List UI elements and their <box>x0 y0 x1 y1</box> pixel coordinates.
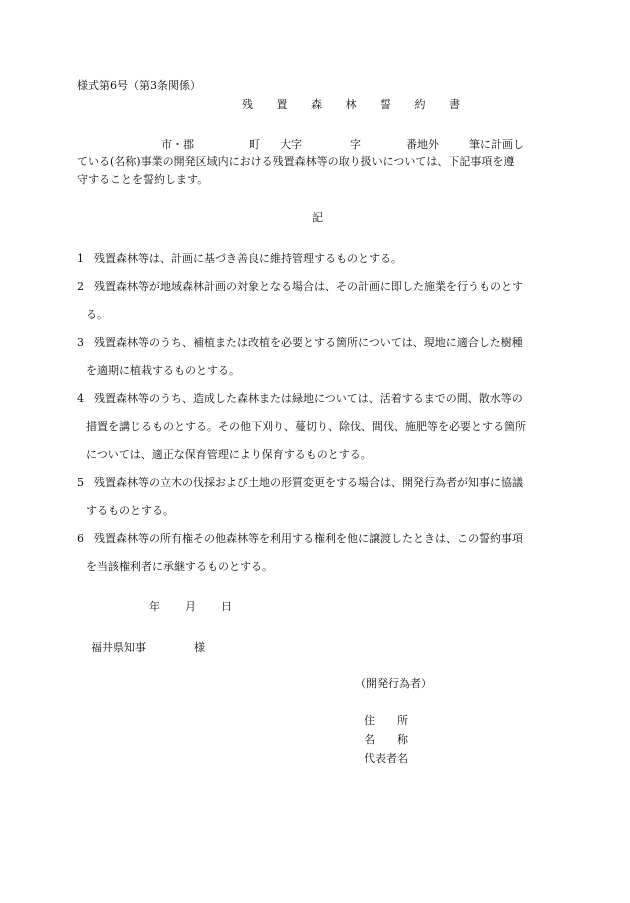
month-label: 月 <box>185 600 196 613</box>
intro-line-1-rest: 筆に計画し <box>469 138 524 151</box>
item-text: 残置森林等の所有権その他森林等を利用する権利を他に譲渡したときは、この誓約事項 <box>94 532 523 545</box>
city-label: 市・郡 <box>161 138 194 151</box>
item-number: 5 <box>77 476 84 489</box>
intro-line-3: 守することを誓約します。 <box>77 173 209 186</box>
item-number: 4 <box>77 392 84 405</box>
page-title: 残 置 森 林 誓 約 書 <box>242 98 470 111</box>
item-number: 3 <box>77 336 84 349</box>
signature-address-label: 住 所 <box>364 714 408 727</box>
addressee-honorific: 様 <box>194 641 205 654</box>
banchi-label: 番地外 <box>406 138 439 151</box>
item-text-continued: 措置を講じるものとする。その他下刈り、蔓切り、除伐、間伐、施肥等を必要とする箇所 <box>86 420 526 433</box>
item-text: 残置森林等が地域森林計画の対象となる場合は、その計画に即した施業を行うものとす <box>94 280 523 293</box>
year-label: 年 <box>149 600 160 613</box>
addressee <box>91 642 205 653</box>
item-text-continued: するものとする。 <box>86 504 174 517</box>
signature-name-label: 名 称 <box>364 733 408 746</box>
intro-line-2: ている(名称)事業の開発区域内における残置森林等の取り扱いについては、下記事項を遵 <box>77 155 515 168</box>
item-text: 残置森林等の立木の伐採および土地の形質変更をする場合は、開発行為者が知事に協議 <box>94 476 523 489</box>
item-text-continued: については、適正な保育管理により保育するものとする。 <box>86 448 372 461</box>
item-text-continued: る。 <box>86 308 108 321</box>
addressee-name: 福井県知事 <box>91 641 146 654</box>
item-number: 6 <box>77 532 84 545</box>
town-label: 町 <box>249 138 260 151</box>
intro-line-1 <box>77 139 524 150</box>
item-number: 2 <box>77 280 84 293</box>
item-number: 1 <box>77 252 84 265</box>
item-text-continued: を当該権利者に承継するものとする。 <box>86 560 273 573</box>
day-label: 日 <box>221 600 232 613</box>
applicant-label: （開発行為者） <box>355 677 432 690</box>
item-text: 残置森林等は、計画に基づき善良に維持管理するものとする。 <box>94 252 402 265</box>
ki-marker: 記 <box>312 211 323 224</box>
signature-representative-label: 代表者名 <box>364 752 408 765</box>
item-text-continued: を適期に植栽するものとする。 <box>86 364 240 377</box>
oaza-label: 大字 <box>280 138 302 151</box>
item-text: 残置森林等のうち、補植または改植を必要とする箇所については、現地に適合した樹種 <box>94 336 523 349</box>
aza-label: 字 <box>350 138 361 151</box>
form-number: 様式第6号（第3条関係） <box>77 79 201 92</box>
item-text: 残置森林等のうち、造成した森林または緑地については、活着するまでの間、散水等の <box>94 392 523 405</box>
date-line <box>149 601 232 612</box>
